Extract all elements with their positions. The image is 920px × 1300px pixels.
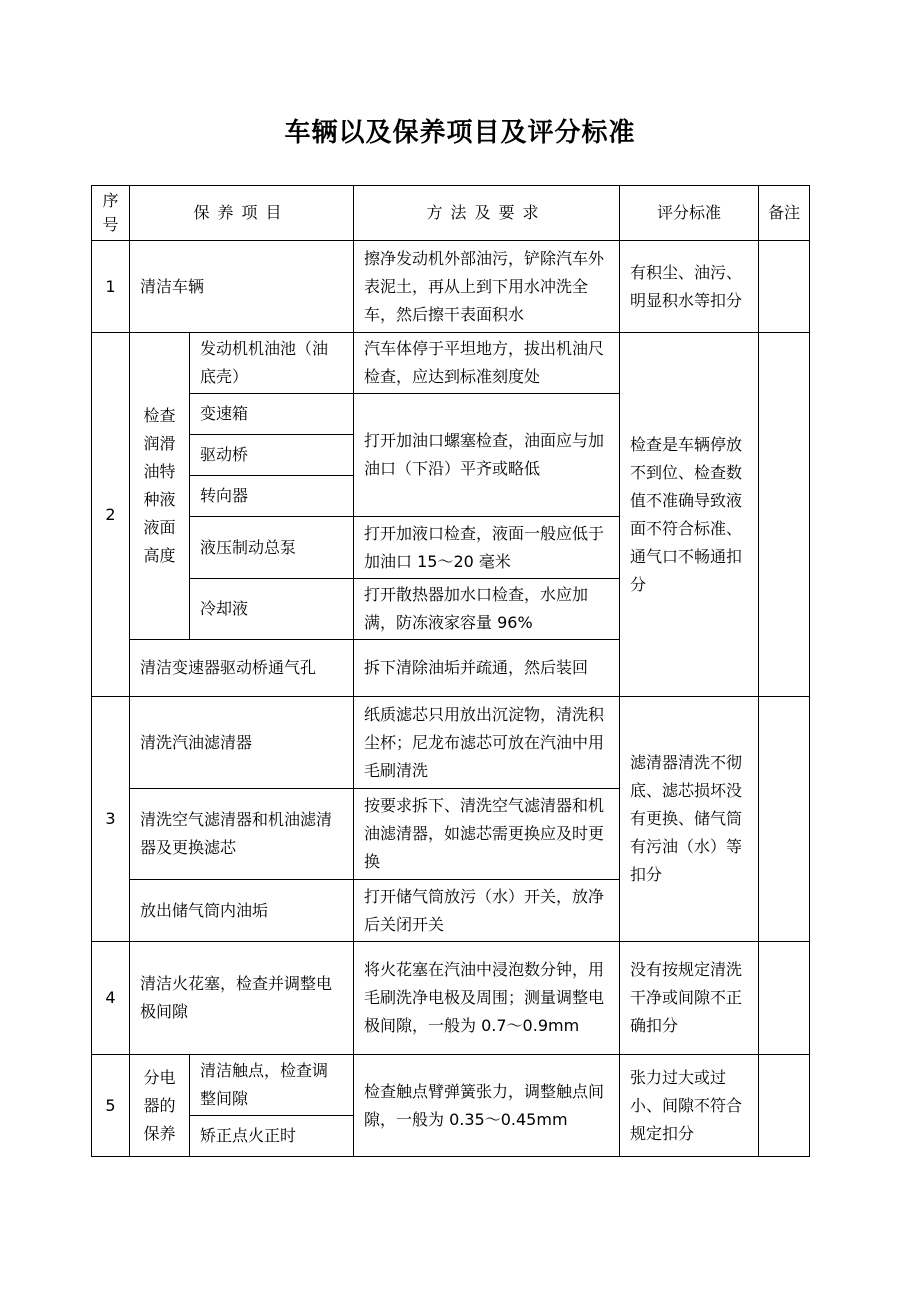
item-cell: 清洁变速器驱动桥通气孔 — [130, 640, 354, 697]
group-cell: 检查润滑油特种液液面高度 — [130, 333, 190, 640]
item-cell: 放出储气筒内油垢 — [130, 880, 354, 942]
table-row — [92, 942, 810, 1055]
score-cell: 没有按规定清洗干净或间隙不正确扣分 — [620, 942, 759, 1055]
method-cell: 检查触点臂弹簧张力，调整触点间隙，一般为 0.35～0.45mm — [354, 1055, 620, 1157]
score-cell: 滤清器清洗不彻底、滤芯损坏没有更换、储气筒有污油（水）等扣分 — [620, 697, 759, 942]
sub-item-cell: 变速箱 — [190, 394, 354, 435]
item-cell: 清洁火花塞，检查并调整电极间隙 — [130, 942, 354, 1055]
header-note: 备注 — [759, 186, 810, 241]
table-header-row — [92, 186, 810, 241]
row-number: 1 — [92, 241, 130, 333]
maintenance-table — [91, 185, 810, 1157]
header-score: 评分标准 — [620, 186, 759, 241]
sub-item-cell: 发动机机油池（油底壳） — [190, 333, 354, 394]
sub-item-cell: 清洁触点，检查调整间隙 — [190, 1055, 354, 1116]
group-cell: 分电器的保养 — [130, 1055, 190, 1157]
score-cell: 张力过大或过小、间隙不符合规定扣分 — [620, 1055, 759, 1157]
method-cell: 将火花塞在汽油中浸泡数分钟，用毛刷洗净电极及周围；测量调整电极间隙，一般为 0.7～0.9mm — [354, 942, 620, 1055]
note-cell — [759, 1055, 810, 1157]
sub-item-cell: 转向器 — [190, 476, 354, 517]
row-number: 4 — [92, 942, 130, 1055]
header-seq: 序号 — [92, 186, 130, 241]
note-cell — [759, 241, 810, 333]
note-cell — [759, 942, 810, 1055]
sub-item-cell: 矫正点火正时 — [190, 1116, 354, 1157]
method-cell: 拆下清除油垢并疏通，然后装回 — [354, 640, 620, 697]
method-cell: 汽车体停于平坦地方，拔出机油尺检查，应达到标准刻度处 — [354, 333, 620, 394]
note-cell — [759, 697, 810, 942]
row-number: 2 — [92, 333, 130, 697]
item-cell: 清洗空气滤清器和机油滤清器及更换滤芯 — [130, 789, 354, 880]
header-item: 保养项目 — [130, 186, 354, 241]
row-number: 5 — [92, 1055, 130, 1157]
method-cell: 打开加油口螺塞检查，油面应与加油口（下沿）平齐或略低 — [354, 394, 620, 517]
method-cell: 擦净发动机外部油污，铲除汽车外表泥土，再从上到下用水冲洗全车，然后擦干表面积水 — [354, 241, 620, 333]
sub-item-cell: 液压制动总泵 — [190, 517, 354, 579]
method-cell: 打开散热器加水口检查，水应加满，防冻液家容量 96% — [354, 579, 620, 640]
header-method: 方法及要求 — [354, 186, 620, 241]
sub-item-cell: 冷却液 — [190, 579, 354, 640]
method-cell: 打开加液口检查，液面一般应低于加油口 15～20 毫米 — [354, 517, 620, 579]
table-row — [92, 241, 810, 333]
table-row — [92, 1055, 810, 1116]
table-row — [92, 697, 810, 789]
score-cell: 有积尘、油污、明显积水等扣分 — [620, 241, 759, 333]
item-cell: 清洁车辆 — [130, 241, 354, 333]
score-cell: 检查是车辆停放不到位、检查数值不准确导致液面不符合标准、通气口不畅通扣分 — [620, 333, 759, 697]
method-cell: 纸质滤芯只用放出沉淀物，清洗积尘杯；尼龙布滤芯可放在汽油中用毛刷清洗 — [354, 697, 620, 789]
item-cell: 清洗汽油滤清器 — [130, 697, 354, 789]
sub-item-cell: 驱动桥 — [190, 435, 354, 476]
method-cell: 打开储气筒放污（水）开关，放净后关闭开关 — [354, 880, 620, 942]
method-cell: 按要求拆下、清洗空气滤清器和机油滤清器，如滤芯需更换应及时更换 — [354, 789, 620, 880]
page-title: 车辆以及保养项目及评分标准 — [284, 118, 636, 148]
table-row — [92, 333, 810, 394]
row-number: 3 — [92, 697, 130, 942]
note-cell — [759, 333, 810, 697]
